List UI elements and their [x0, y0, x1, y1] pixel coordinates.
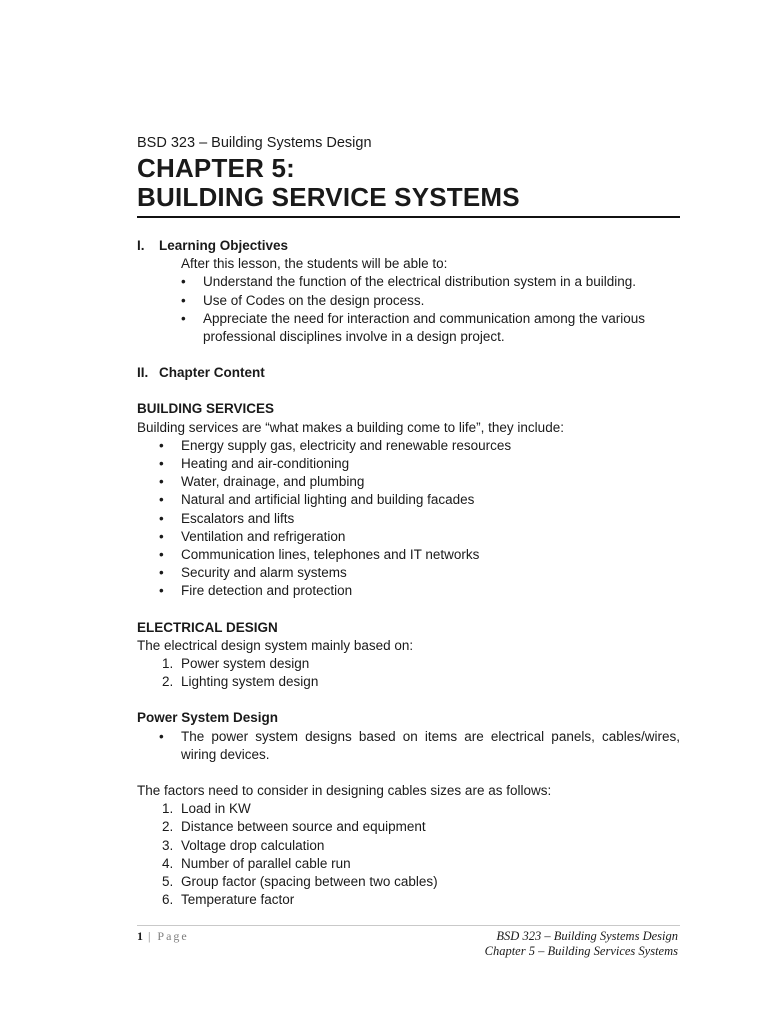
- electrical-design-intro: The electrical design system mainly based on:: [137, 637, 414, 653]
- list-item: • Communication lines, telephones and IT networks: [137, 546, 680, 564]
- list-item: • Fire detection and protection: [137, 582, 680, 600]
- objectives-intro: After this lesson, the students will be able to:: [181, 256, 448, 272]
- list-item: 1. Power system design: [137, 655, 680, 673]
- power-system-heading: Power System Design: [137, 710, 279, 726]
- list-item-text: Temperature factor: [181, 892, 295, 908]
- course-title: BSD 323 – Building Systems Design: [137, 135, 372, 151]
- chapter-number: CHAPTER 5:: [137, 153, 296, 183]
- list-item: 1. Load in KW: [137, 800, 680, 818]
- list-item-text: Power system design: [181, 656, 310, 672]
- list-item-text: Lighting system design: [181, 674, 319, 690]
- page-separator: |: [143, 929, 158, 943]
- section-title: Learning Objectives: [159, 238, 289, 253]
- list-item: 5. Group factor (spacing between two cables): [137, 873, 680, 891]
- list-item: • Escalators and lifts: [137, 510, 680, 528]
- list-item: • Use of Codes on the design process.: [137, 292, 680, 310]
- list-item: • Natural and artificial lighting and building facades: [137, 491, 680, 509]
- building-services-intro: Building services are “what makes a building come to life”, they include:: [137, 419, 564, 435]
- list-item: 6. Temperature factor: [137, 891, 680, 909]
- section-number: I.: [137, 238, 145, 253]
- list-item: • Understand the function of the electrical distribution system in a building.: [137, 273, 680, 291]
- list-item: • Water, drainage, and plumbing: [137, 473, 680, 491]
- section-title: Chapter Content: [159, 365, 265, 381]
- list-item: • Security and alarm systems: [137, 564, 680, 582]
- list-item: • The power system designs based on items are electrical panels, cables/wires, wiring devices.: [137, 728, 680, 764]
- page-number-value: 1: [137, 929, 143, 943]
- list-item-text: Group factor (spacing between two cables): [181, 874, 438, 890]
- list-item: 2. Distance between source and equipment: [137, 818, 680, 836]
- chapter-title: BUILDING SERVICE SYSTEMS: [137, 182, 520, 212]
- list-item-text: Number of parallel cable run: [181, 855, 351, 871]
- list-item: 4. Number of parallel cable run: [137, 855, 680, 873]
- list-item: • Ventilation and refrigeration: [137, 528, 680, 546]
- section-number: II.: [137, 365, 149, 381]
- page-word: Page: [157, 929, 189, 943]
- title-underline: [137, 216, 680, 218]
- list-item-text: Distance between source and equipment: [181, 819, 426, 835]
- electrical-design-list: [137, 655, 680, 691]
- footer-reference: [485, 929, 678, 959]
- list-item: 3. Voltage drop calculation: [137, 837, 680, 855]
- cable-factors-intro: The factors need to consider in designing cables sizes are as follows:: [137, 783, 552, 799]
- building-services-list: [137, 437, 680, 601]
- page-number: [137, 929, 189, 944]
- list-item: 2. Lighting system design: [137, 673, 680, 691]
- list-item-text: Load in KW: [181, 801, 251, 817]
- footer-course: BSD 323 – Building Systems Design: [496, 929, 678, 943]
- power-system-list: [137, 728, 680, 764]
- electrical-design-heading: ELECTRICAL DESIGN: [137, 619, 278, 635]
- cable-factors-list: [137, 800, 680, 909]
- chapter-content-heading: [137, 364, 680, 382]
- objectives-list: [137, 273, 680, 346]
- list-item-text: Voltage drop calculation: [181, 837, 325, 853]
- list-item: • Heating and air-conditioning: [137, 455, 680, 473]
- footer-chapter: Chapter 5 – Building Services Systems: [484, 944, 678, 958]
- list-item: • Energy supply gas, electricity and renewable resources: [137, 437, 680, 455]
- objectives-heading: [137, 237, 680, 255]
- footer-divider: [137, 925, 680, 926]
- main-content: [137, 237, 680, 910]
- list-item: • Appreciate the need for interaction and communication among the various professional disciplines involve in a design project.: [137, 310, 680, 346]
- building-services-heading: BUILDING SERVICES: [137, 401, 275, 417]
